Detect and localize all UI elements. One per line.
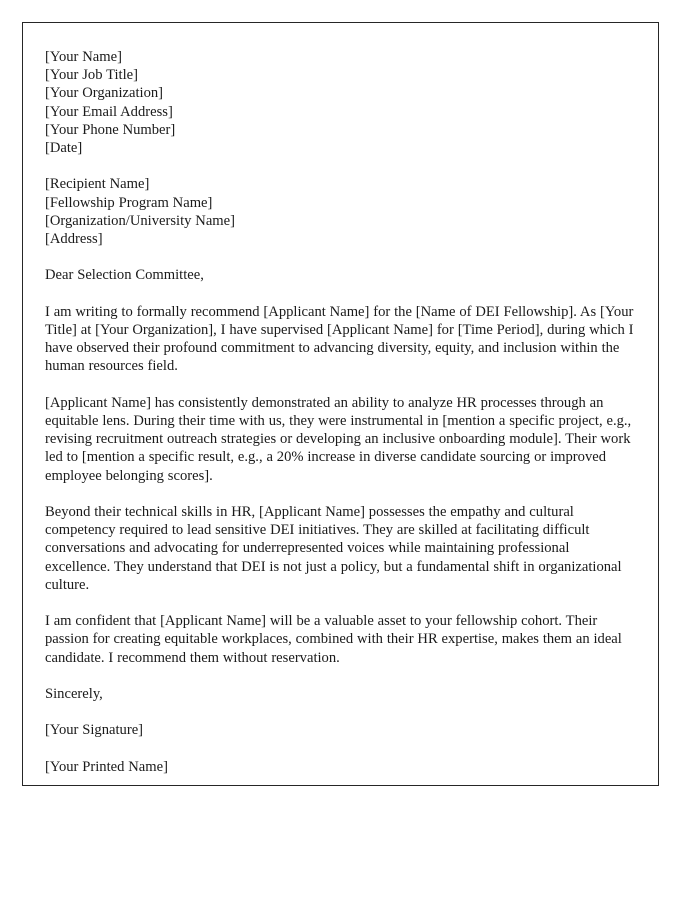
recipient-line-address: [Address] (45, 231, 103, 248)
sender-line-job-title: [Your Job Title] (45, 67, 138, 84)
letter-page (22, 22, 659, 786)
sender-address-block (45, 48, 652, 157)
recipient-address-block (45, 175, 652, 248)
sender-line-name: [Your Name] (45, 49, 122, 65)
body-paragraph-3: Beyond their technical skills in HR, [Applicant Name] possesses the empathy and cultural competency required to lead sensitive DEI initiatives. They are skilled at facilitating difficult conversations and advocating for underrepresented voices while maintaining professional excellence. They understand that DEI is not just a policy, but a fundamental shift in organizational culture. (45, 504, 622, 593)
recipient-line-program: [Fellowship Program Name] (45, 194, 213, 211)
letter-body (23, 23, 658, 776)
body-paragraph-4: I am confident that [Applicant Name] will be a valuable asset to your fellowship cohort. Their passion for creating equitable workplaces, combined with their HR expertise, makes them an ideal candidate. I recommend them without reservation. (45, 613, 622, 666)
recipient-line-organization: [Organization/University Name] (45, 212, 235, 229)
sender-line-date: [Date] (45, 140, 83, 157)
closing-salutation: Sincerely, (45, 686, 103, 702)
sender-line-organization: [Your Organization] (45, 85, 164, 102)
body-paragraph-1: I am writing to formally recommend [Applicant Name] for the [Name of DEI Fellowship]. As [Your Title] at [Your Organization], I have supervised [Applicant Name] for [Time Period], during which I have observed their profound commitment to advancing diversity, equity, and inclusion within the human resources field. (45, 303, 634, 375)
signature-placeholder: [Your Signature] (45, 722, 144, 739)
recipient-line-name: [Recipient Name] (45, 176, 150, 193)
sender-line-phone: [Your Phone Number] (45, 121, 176, 138)
sender-line-email: [Your Email Address] (45, 103, 173, 120)
body-paragraph-2: [Applicant Name] has consistently demonstrated an ability to analyze HR processes through an equitable lens. During their time with us, they were instrumental in [mention a specific project, e.g., revising recruitment outreach strategies or developing an inclusive onboarding module]. Their work led to [mention a specific result, e.g., a 20% increase in diverse candidate sourcing or improved employee belonging scores]. (45, 394, 632, 484)
printed-name-placeholder: [Your Printed Name] (45, 758, 168, 775)
salutation: Dear Selection Committee, (45, 267, 204, 284)
